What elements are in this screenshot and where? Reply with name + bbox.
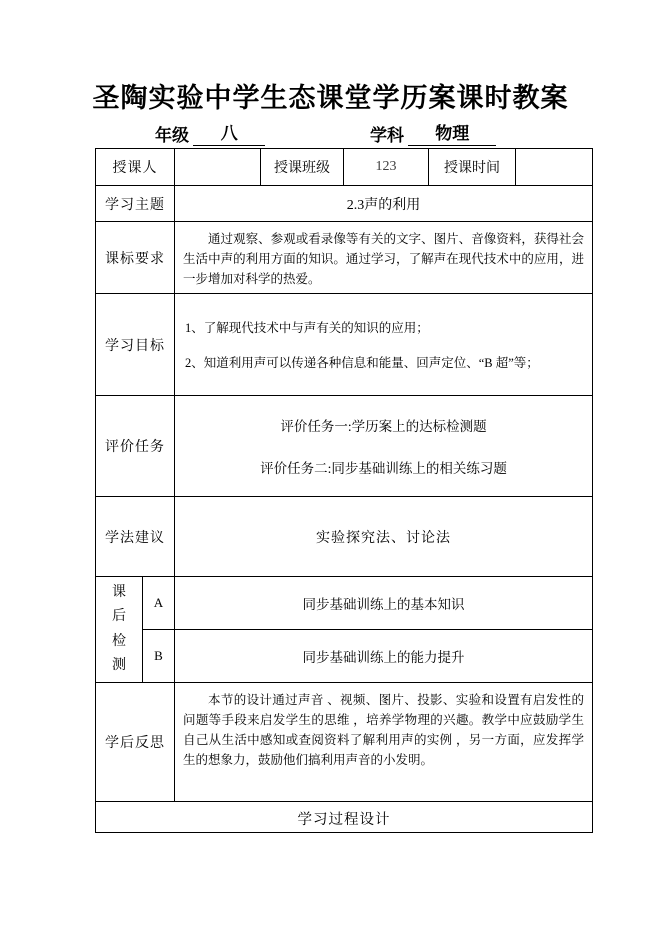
homework-content-b: 同步基础训练上的能力提升 — [302, 650, 465, 665]
objectives-label: 学习目标 — [96, 294, 175, 395]
reflection-content-cell — [175, 683, 592, 801]
standard-label: 课标要求 — [96, 222, 175, 293]
grade-field — [155, 121, 265, 146]
class-value-cell: 123 — [344, 149, 429, 185]
reflection-label: 学后反思 — [96, 683, 175, 801]
evaluation-content-cell — [175, 396, 592, 496]
lesson-plan-table — [95, 148, 593, 833]
objective-item: 2、知道利用声可以传递各种信息和能量、回声定位、“B 超”等； — [185, 356, 539, 370]
table-row-standard — [96, 222, 592, 294]
subject-field — [370, 121, 496, 146]
class-label: 授课班级 — [261, 149, 344, 185]
teacher-label: 授课人 — [96, 149, 175, 185]
method-value: 实验探究法、讨论法 — [316, 530, 451, 546]
table-row-topic — [96, 186, 592, 222]
table-row-header-info — [96, 149, 592, 186]
evaluation-item: 评价任务二:同步基础训练上的相关练习题 — [260, 461, 507, 476]
time-label: 授课时间 — [429, 149, 516, 185]
grade-subject-line — [0, 121, 661, 147]
topic-value: 2.3声的利用 — [346, 197, 421, 213]
process-title: 学习过程设计 — [297, 811, 391, 828]
objective-item: 1、了解现代技术中与声有关的知识的应用； — [185, 321, 429, 335]
grade-label: 年级 — [155, 126, 189, 145]
homework-content-column — [175, 577, 592, 682]
standard-paragraph: 通过观察、参观或看录像等有关的文字、图片、音像资料，获得社会生活中声的利用方面的知识。通过学习，了解声在现代技术中的应用，进一步增加对科学的热爱。 — [183, 232, 584, 286]
teacher-value-cell — [175, 149, 261, 185]
homework-level-column — [143, 577, 175, 682]
table-row-objectives — [96, 294, 592, 396]
table-row-process — [96, 802, 592, 834]
time-value-cell — [516, 149, 592, 185]
topic-label: 学习主题 — [96, 186, 175, 221]
homework-label-cell — [96, 577, 143, 682]
table-row-evaluation — [96, 396, 592, 497]
homework-label: 课后检测 — [112, 584, 126, 673]
grade-value: 八 — [193, 123, 265, 146]
homework-content-a: 同步基础训练上的基本知识 — [175, 577, 592, 630]
table-row-method — [96, 497, 592, 577]
subject-value: 物理 — [408, 123, 496, 146]
reflection-paragraph: 本节的设计通过声音 、视频、图片、投影、实验和设置有启发性的问题等手段来启发学生的思维 ，培养学物理的兴趣。教学中应鼓励学生自己从生活中感知或查阅资料了解利用声的实例 ，另一方面，应发挥学生的想象力，鼓励他们搞利用声音的小发明。 — [183, 693, 584, 767]
evaluation-item: 评价任务一:学历案上的达标检测题 — [280, 419, 487, 434]
table-row-homework — [96, 577, 592, 683]
homework-level-a: A — [143, 577, 174, 630]
method-label: 学法建议 — [96, 497, 175, 576]
objectives-content-cell — [175, 294, 592, 395]
subject-label: 学科 — [370, 126, 404, 145]
table-row-reflection — [96, 683, 592, 802]
homework-level-b: B — [154, 648, 163, 663]
standard-content-cell — [175, 222, 592, 293]
evaluation-label: 评价任务 — [96, 396, 175, 496]
document-title: 圣陶实验中学生态课堂学历案课时教案 — [92, 83, 569, 113]
